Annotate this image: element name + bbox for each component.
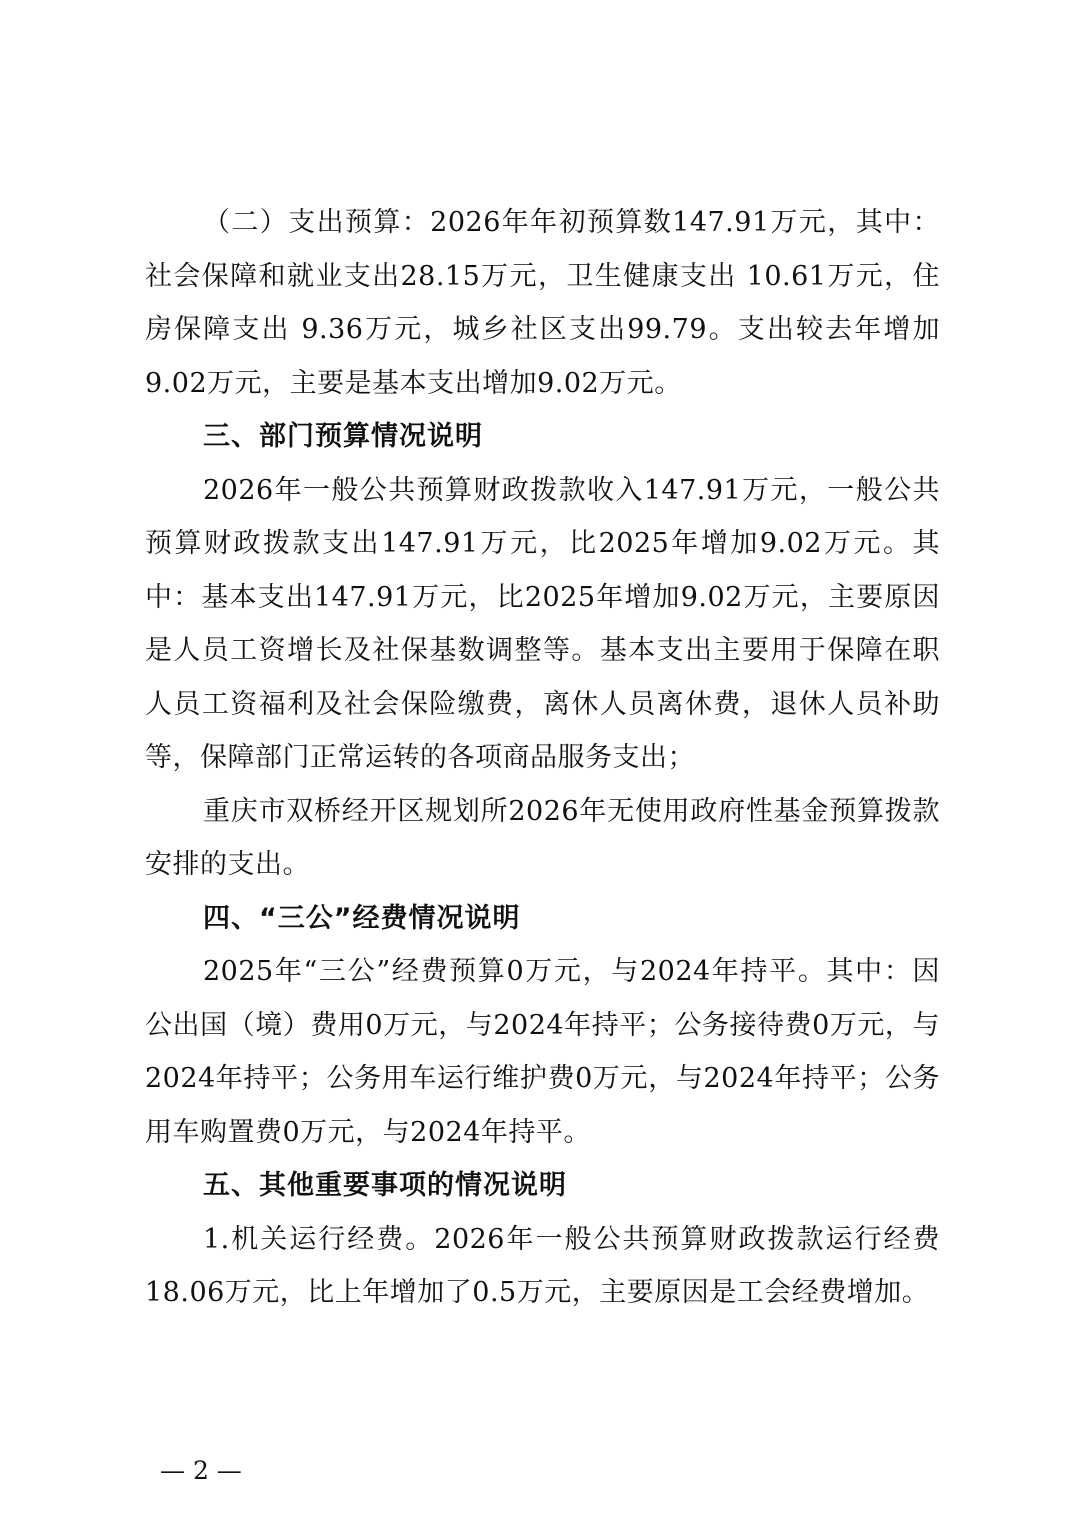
general-budget-paragraph: 2026年一般公共预算财政拨款收入147.91万元，一般公共预算财政拨款支出147.91万元，比2025年增加9.02万元。其中：基本支出147.91万元，比2025年增加9.02万元，主要原因是人员工资增长及社保基数调整等。基本支出主要用于保障在职人员工资福利及社会保险缴费，离休人员离休费，退休人员补助等，保障部门正常运转的各项商品服务支出； <box>145 474 940 773</box>
three-public-expenses-paragraph: 2025年“三公”经费预算0万元，与2024年持平。其中：因公出国（境）费用0万元，与2024年持平；公务接待费0万元，与2024年持平；公务用车运行维护费0万元，与2024年持平；公务用车购置费0万元，与2024年持平。 <box>145 956 940 1148</box>
section-5-heading: 五、其他重要事项的情况说明 <box>203 1170 567 1201</box>
expenditure-budget-paragraph: （二）支出预算：2026年年初预算数147.91万元，其中：社会保障和就业支出28.15万元，卫生健康支出 10.61万元，住房保障支出 9.36万元，城乡社区支出99.79。支出较去年增加9.02万元，主要是基本支出增加9.02万元。 <box>145 207 940 399</box>
government-fund-paragraph: 重庆市双桥经开区规划所2026年无使用政府性基金预算拨款安排的支出。 <box>145 795 940 880</box>
page-number: — 2 — <box>160 1456 242 1485</box>
section-4-heading: 四、“三公”经费情况说明 <box>203 902 521 934</box>
operating-expenses-paragraph: 1.机关运行经费。2026年一般公共预算财政拨款运行经费18.06万元，比上年增加了0.5万元，主要原因是工会经费增加。 <box>145 1223 940 1308</box>
section-3-heading: 三、部门预算情况说明 <box>203 421 483 452</box>
document-body <box>145 196 940 1320</box>
